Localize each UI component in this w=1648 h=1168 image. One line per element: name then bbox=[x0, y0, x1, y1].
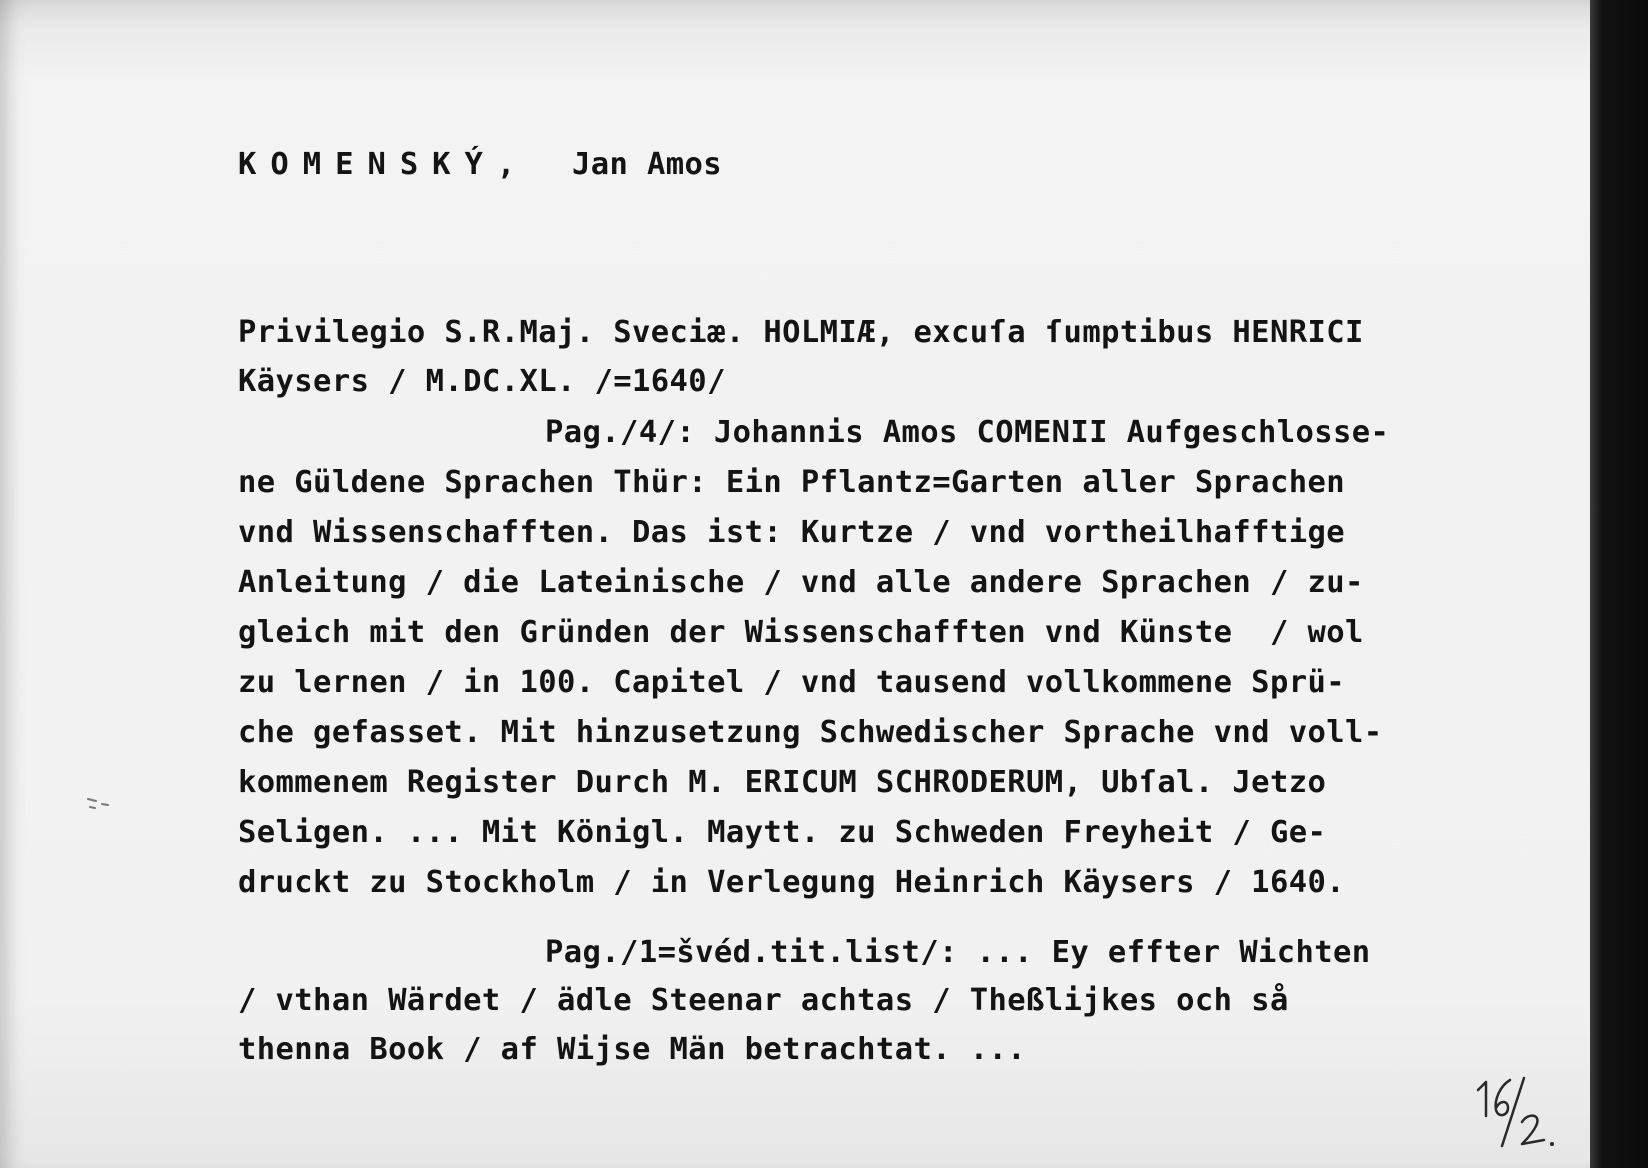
author-comma: , bbox=[496, 147, 516, 182]
text-line-13: Pag./1=švéd.tit.list/: ... Ey effter Wichten bbox=[545, 935, 1371, 970]
text-line-10: kommenem Register Durch M. ERICUM SCHRODERUM, Ubſal. Jetzo bbox=[238, 765, 1327, 800]
text-line-8: zu lernen / in 100. Capitel / vnd tausend vollkommene Sprü- bbox=[238, 665, 1345, 700]
text-line-4: ne Güldene Sprachen Thür: Ein Pflantz=Garten aller Sprachen bbox=[238, 465, 1345, 500]
text-line-12: druckt zu Stockholm / in Verlegung Heinrich Käysers / 1640. bbox=[238, 865, 1345, 900]
text-line-11: Seligen. ... Mit Königl. Maytt. zu Schweden Freyheit / Ge- bbox=[238, 815, 1327, 850]
ink-speck bbox=[86, 795, 114, 813]
folio-handwritten-number bbox=[1472, 1070, 1562, 1150]
text-line-7: gleich mit den Gründen der Wissenschafften vnd Künste / wol bbox=[238, 615, 1364, 650]
text-line-9: che gefasset. Mit hinzusetzung Schwedischer Sprache vnd voll- bbox=[238, 715, 1383, 750]
scan-background-edge bbox=[1590, 0, 1648, 1168]
text-line-15: thenna Book / af Wijse Män betrachtat. ... bbox=[238, 1032, 1027, 1067]
author-surname: KOMENSKÝ bbox=[238, 147, 497, 182]
text-line-3: Pag./4/: Johannis Amos COMENII Aufgeschlosse- bbox=[545, 415, 1390, 450]
text-line-6: Anleitung / die Lateinische / vnd alle andere Sprachen / zu- bbox=[238, 565, 1364, 600]
text-line-1: Privilegio S.R.Maj. Sveciæ. HOLMIÆ, excuſa ſumptibus HENRICI bbox=[238, 315, 1364, 350]
text-line-5: vnd Wissenschafften. Das ist: Kurtze / vnd vortheilhafftige bbox=[238, 515, 1345, 550]
author-given-name: Jan Amos bbox=[571, 147, 723, 182]
text-line-2: Käysers / M.DC.XL. /=1640/ bbox=[238, 364, 726, 399]
text-line-14: / vthan Wärdet / ädle Steenar achtas / Theßlijkes och så bbox=[238, 983, 1289, 1018]
author-heading bbox=[238, 140, 722, 189]
